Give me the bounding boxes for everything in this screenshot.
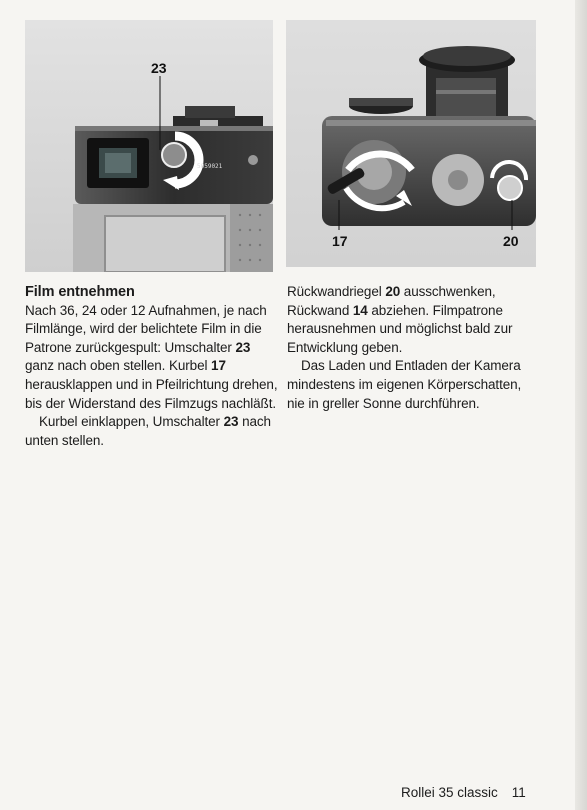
paragraph-1 bbox=[287, 283, 542, 357]
ref-number: 23 bbox=[235, 339, 251, 355]
callout-23: 23 bbox=[151, 60, 167, 76]
paragraph-1 bbox=[25, 302, 280, 414]
page-footer bbox=[401, 785, 526, 800]
text: Nach 36, 24 oder 12 Aufnahmen, je nach Filmlänge, wird der belichtete Film in die Patrone zurückgespult: Umschalter bbox=[25, 302, 267, 355]
footer-title: Rollei 35 classic bbox=[401, 785, 498, 800]
text: nach unten stellen. bbox=[25, 414, 271, 448]
svg-text:5059021: 5059021 bbox=[197, 163, 223, 170]
right-column bbox=[287, 283, 542, 413]
paragraph-2 bbox=[25, 413, 280, 450]
paragraph-2 bbox=[287, 357, 542, 413]
ref-number: 20 bbox=[385, 284, 401, 299]
text: Das Laden und Entladen der Kamera mindestens im eigenen Körperschatten, nie in greller Sonne durchführen. bbox=[287, 358, 522, 411]
text: ganz nach oben stellen. Kurbel bbox=[25, 358, 212, 374]
camera-top-photo bbox=[25, 20, 273, 272]
callout-20: 20 bbox=[503, 233, 519, 249]
left-column bbox=[25, 283, 280, 450]
text: Rückwandriegel bbox=[287, 284, 386, 299]
ref-number: 14 bbox=[352, 302, 368, 318]
camera-back-photo bbox=[286, 20, 536, 267]
ref-number: 17 bbox=[211, 358, 226, 374]
text: Kurbel einklappen, Umschalter bbox=[39, 414, 224, 430]
camera-back-illustration bbox=[286, 20, 536, 267]
callout-17: 17 bbox=[332, 233, 348, 249]
text: ausschwenken, Rückwand bbox=[287, 284, 496, 318]
text: abziehen. Filmpatrone herausnehmen und möglichst bald zur Entwicklung geben. bbox=[287, 302, 513, 355]
section-heading: Film entnehmen bbox=[25, 284, 135, 300]
text: herausklappen und in Pfeilrichtung drehen, bis der Widerstand des Filmzugs nachläßt. bbox=[25, 376, 278, 411]
camera-top-illustration bbox=[25, 20, 273, 272]
page-edge bbox=[575, 0, 587, 810]
page-number: 11 bbox=[511, 785, 526, 800]
ref-number: 23 bbox=[223, 414, 239, 430]
